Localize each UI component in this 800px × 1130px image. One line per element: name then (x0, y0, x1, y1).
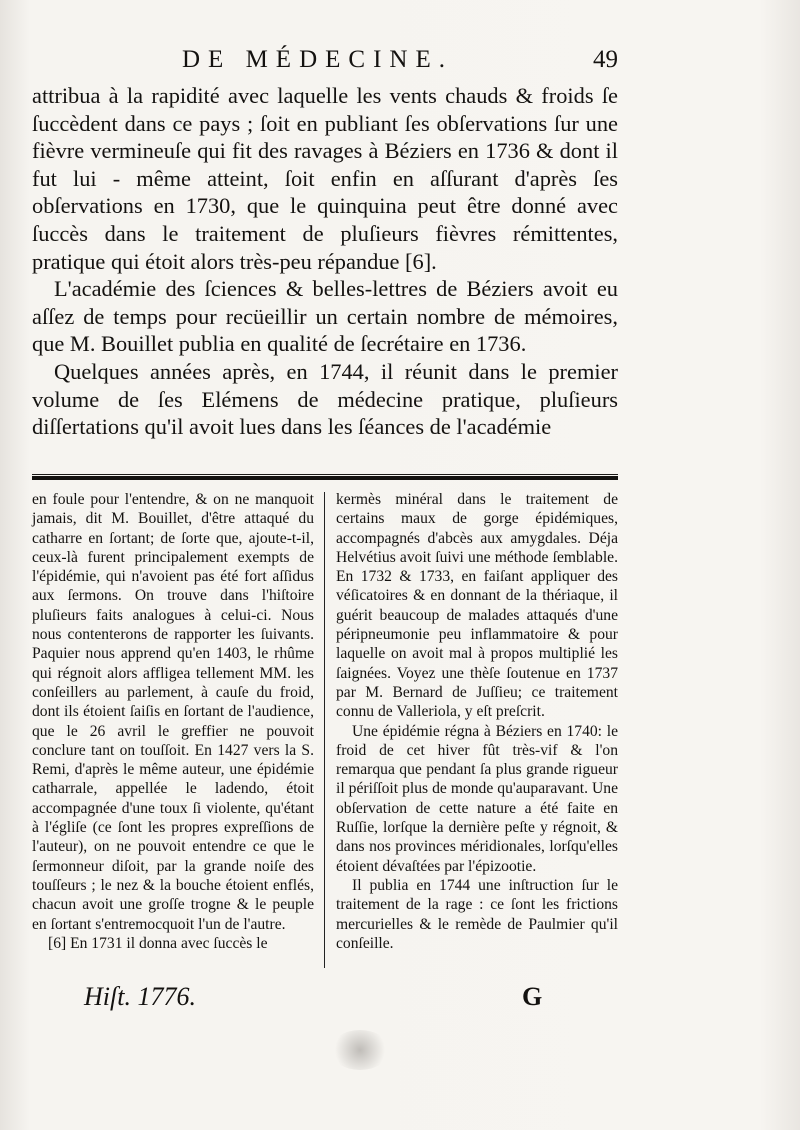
main-paragraph: attribua à la rapidité avec laquelle les vents chauds & froids ſe ſuccèdent dans ce pays ; ſoit en publiant ſes obſervations ſur une fièvre vermineuſe qui fit des ravages à Béziers en 1736 & dont il fut lui - même atteint, ſoit enfin en aſſurant d'après ſes obſervations en 1730, que le quinquina peut être donné avec ſuccès dans le traitement de pluſieurs fièvres rémittentes, pratique qui étoit alors très-peu répandue [6]. (32, 83, 618, 274)
footnote-paragraph: Une épidémie régna à Béziers en 1740: le froid de cet hiver fût très-vif & l'on remarqua que pendant ſa plus grande rigueur il périſſoit plus de monde qu'auparavant. Une obſervation de cette nature a été faite en Ruſſie, lorſque la dernière peſte y régnoit, & dans nos provinces méridionales, lorſqu'elles étoient dévaſtées par l'épizootie. (336, 722, 618, 875)
footnote-rule-thick (32, 476, 618, 480)
footnote-paragraph: kermès minéral dans le traitement de certains maux de gorge épidémiques, accompagnés d'abcès aux amygdales. Déja Helvétius avoit ſuivi une méthode ſemblable. En 1732 & 1733, en faiſant appliquer des véſicatoires & en donnant de la thériaque, il guérit beaucoup de malades attaqués d'une péripneumonie peu inflammatoire & pour laquelle on avoit mal à propos multiplié les ſaignées. Voyez une thèſe ſoutenue en 1737 par M. Bernard de Juſſieu; ce traitement connu de Valleriola, y eſt preſcrit. (336, 491, 618, 721)
footnote-rule-thin (32, 474, 618, 475)
page-footer (32, 982, 618, 1022)
signature-mark: G (522, 982, 543, 1011)
footnote-column-right (336, 490, 618, 953)
ink-smudge (330, 1030, 390, 1070)
page-number: 49 (593, 46, 618, 73)
footnote-column-left (32, 490, 314, 953)
main-paragraph: L'académie des ſciences & belles-lettres de Béziers avoit eu aſſez de temps pour recüeillir un certain nombre de mémoires, que M. Bouillet publia en qualité de ſecrétaire en 1736. (32, 276, 618, 357)
page-header (32, 44, 618, 78)
footnote-paragraph: [6] En 1731 il donna avec ſuccès le (48, 934, 268, 952)
printer-signature: Hiſt. 1776. (84, 982, 196, 1011)
main-text (32, 82, 618, 441)
footnote-paragraph: en foule pour l'entendre, & on ne manquoit jamais, dit M. Bouillet, d'être attaqué du catharre en ſortant; de ſorte que, ajoute-t-il, ceux-là furent principalement exempts de l'épidémie, qui n'avoient pas été fort aſſidus aux ſermons. On trouve dans l'hiſtoire pluſieurs faits analogues à celui-ci. Nous nous contenterons de rapporter les ſuivants. Paquier nous apprend qu'en 1403, le rhûme qui régnoit alors affligea tellement MM. les conſeillers au parlement, à cauſe du froid, dont ils étoient ſaiſis en ſortant de l'audience, que le 26 avril le greffier ne pouvoit conclure tant on touſſoit. En 1427 vers la S. Remi, d'après le même auteur, une épidémie catharrale, appellée le ladendo, étoit accompagnée d'une toux ſi violente, qu'étant à l'égliſe (ce ſont les propres expreſſions de l'auteur), on ne pouvoit entendre ce que le ſermonneur diſoit, par la grande noiſe des touſſeurs ; le nez & la bouche étoient enflés, chacun avoit une groſſe trogne & le peuple en ſortant s'entremocquoit l'un de l'autre. (32, 491, 314, 933)
footnote-paragraph: Il publia en 1744 une inſtruction ſur le traitement de la rage : ce ſont les frictions mercurielles & le remède de Paulmier qu'il conſeille. (336, 876, 618, 952)
footnotes (32, 490, 618, 970)
main-paragraph: Quelques années après, en 1744, il réunit dans le premier volume de ſes Elémens de médecine pratique, pluſieurs diſſertations qu'il avoit lues dans les ſéances de l'académie (32, 358, 618, 440)
running-title: DE MÉDECINE. (182, 46, 453, 73)
column-divider (324, 492, 325, 968)
